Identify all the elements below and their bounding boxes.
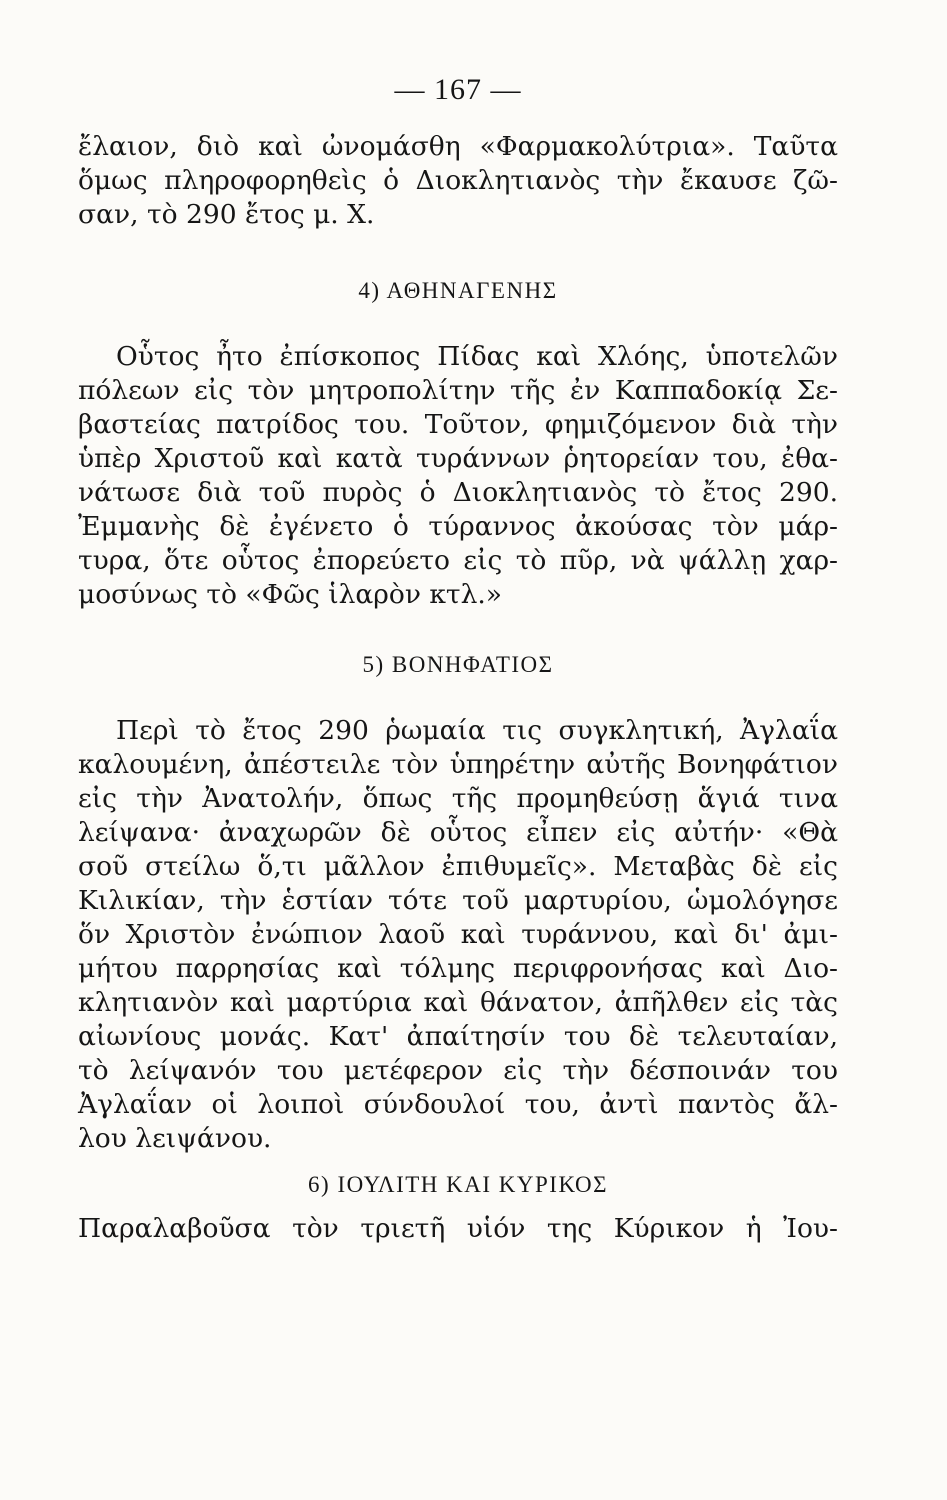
text-line: καλουμένη, ἀπέστειλε τὸν ὑπηρέτην αὐτῆς Βονηφάτιον xyxy=(78,749,838,780)
text-line: τὸ λείψανόν του μετέφερον εἰς τὴν δέσποινάν του xyxy=(78,1055,838,1086)
section-heading-ioulitti-kyrikos: 6) ΙΟΥΛΙΤΗ ΚΑΙ ΚΥΡΙΚΟΣ xyxy=(308,1172,608,1197)
paragraph-ioulitti-kyrikos xyxy=(78,1212,838,1246)
text-line: ὅμως πληροφορηθεὶς ὁ Διοκλητιανὸς τὴν ἔκαυσε ζῶ- xyxy=(78,165,838,196)
paragraph-bonifatios xyxy=(78,714,838,1156)
text-line: κλητιανὸν καὶ μαρτύρια καὶ θάνατον, ἀπῆλθεν εἰς τὰς xyxy=(78,987,838,1018)
text-line: Ἀγλαΐαν οἱ λοιποὶ σύνδουλοί του, ἀντὶ παντὸς ἄλ- xyxy=(78,1089,838,1120)
text-line: ὑπὲρ Χριστοῦ καὶ κατὰ τυράννων ῥητορείαν του, ἐθα- xyxy=(78,443,838,474)
text-line: Περὶ τὸ ἔτος 290 ῥωμαία τις συγκλητική, Ἀγλαΐα xyxy=(116,715,838,746)
text-line: σαν, τὸ 290 ἔτος μ. Χ. xyxy=(78,199,375,230)
text-line: μήτου παρρησίας καὶ τόλμης περιφρονήσας καὶ Διο- xyxy=(78,953,838,984)
text-line: Ἐμμανὴς δὲ ἐγένετο ὁ τύραννος ἀκούσας τὸν μάρ- xyxy=(78,511,838,542)
text-line: μοσύνως τὸ «Φῶς ἱλαρὸν κτλ.» xyxy=(78,579,503,610)
page-number: — 167 — xyxy=(394,73,522,106)
text-line: εἰς τὴν Ἀνατολήν, ὅπως τῆς προμηθεύσῃ ἅγιά τινα xyxy=(78,783,838,814)
text-line: ὅν Χριστὸν ἐνώπιον λαοῦ καὶ τυράννου, καὶ δι' ἀμι- xyxy=(78,919,838,950)
text-line: βαστείας πατρίδος του. Τοῦτον, φημιζόμενον διὰ τὴν xyxy=(78,409,838,440)
text-line: Οὗτος ἦτο ἐπίσκοπος Πίδας καὶ Χλόης, ὑποτελῶν xyxy=(116,341,838,372)
text-line: ἔλαιον, διὸ καὶ ὠνομάσθη «Φαρμακολύτρια». Ταῦτα xyxy=(78,131,838,162)
text-line: τυρα, ὅτε οὗτος ἐπορεύετο εἰς τὸ πῦρ, νὰ ψάλλῃ χαρ- xyxy=(78,545,838,576)
intro-paragraph xyxy=(78,130,838,232)
paragraph-athenagenes xyxy=(78,340,838,612)
book-page xyxy=(78,60,838,1480)
text-line: Κιλικίαν, τὴν ἑστίαν τότε τοῦ μαρτυρίου, ὡμολόγησε xyxy=(78,885,838,916)
section-heading-bonifatios: 5) ΒΟΝΗΦΑΤΙΟΣ xyxy=(362,652,554,677)
section-heading-athenagenes: 4) ΑΘΗΝΑΓΕΝΗΣ xyxy=(358,278,558,303)
text-line: λου λειψάνου. xyxy=(78,1123,272,1154)
text-line: πόλεων εἰς τὸν μητροπολίτην τῆς ἐν Καππαδοκίᾳ Σε- xyxy=(78,375,838,406)
text-line: σοῦ στείλω ὅ,τι μᾶλλον ἐπιθυμεῖς». Μεταβὰς δὲ εἰς xyxy=(78,851,838,882)
text-line: αἰωνίους μονάς. Κατ' ἀπαίτησίν του δὲ τελευταίαν, xyxy=(78,1021,838,1052)
text-line: Παραλαβοῦσα τὸν τριετῆ υἱόν της Κύρικον ἡ Ἰου- xyxy=(78,1213,838,1244)
text-line: λείψανα· ἀναχωρῶν δὲ οὗτος εἶπεν εἰς αὐτήν· «Θὰ xyxy=(78,817,838,848)
text-line: νάτωσε διὰ τοῦ πυρὸς ὁ Διοκλητιανὸς τὸ ἔτος 290. xyxy=(78,477,838,508)
